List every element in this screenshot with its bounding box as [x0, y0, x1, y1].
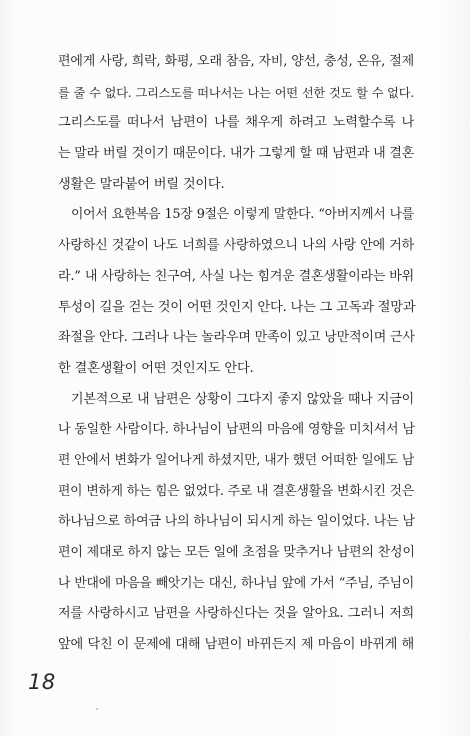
text-line: 편 안에서 변화가 일어나게 하셨지만, 내가 했던 어떠한 일에도 남 [58, 452, 414, 468]
text-line: 이어서 요한복음 15장 9절은 이렇게 말한다. “아버지께서 나를 [71, 207, 414, 223]
text-line: 저를 사랑하시고 남편을 사랑하신다는 것을 알아요. 그러니 저희 [58, 606, 414, 622]
text-line: 는 말라 버릴 것이기 때문이다. 내가 그렇게 할 때 남편과 내 결혼 [58, 146, 415, 162]
paper-speck [96, 708, 98, 710]
text-line: 기본적으로 내 남편은 상황이 그다지 좋지 않았을 때나 지금이 [71, 391, 414, 407]
paragraph [58, 385, 414, 661]
text-line: 를 줄 수 없다. 그리스도를 떠나서는 나는 어떤 선한 것도 할 수 없다. [58, 85, 414, 100]
text-line: 편이 제대로 하지 않는 모든 일에 초점을 맞추거나 남편의 찬성이 [58, 545, 415, 560]
text-line: 앞에 닥친 이 문제에 대해 남편이 바뀌든지 제 마음이 바뀌게 해 [58, 637, 414, 653]
paragraph [58, 47, 414, 200]
text-line: 생활은 말라붙어 버릴 것이다. [58, 176, 225, 192]
text-line: 그리스도를 떠나서 남편이 나를 채우게 하려고 노력할수록 나 [58, 115, 414, 131]
page-number: 18 [28, 670, 56, 694]
text-line: 좌절을 안다. 그러나 나는 놀라우며 만족이 있고 낭만적이며 근사 [58, 330, 415, 346]
paragraph [58, 200, 414, 384]
body-text [58, 47, 414, 661]
text-line: 라.” 내 사랑하는 친구여, 사실 나는 힘겨운 결혼생활이라는 바위 [58, 268, 414, 284]
text-line: 하나님으로 하여금 나의 하나님이 되시게 하는 일이었다. 나는 남 [58, 514, 415, 530]
text-line: 나 반대에 마음을 빼앗기는 대신, 하나님 앞에 가서 “주님, 주님이 [58, 575, 414, 591]
text-line: 편에게 사랑, 희락, 화평, 오래 참음, 자비, 양선, 충성, 온유, 절제 [58, 54, 414, 69]
text-line: 나 동일한 사람이다. 하나님이 남편의 마음에 영향을 미치셔서 남 [58, 422, 415, 438]
text-line: 투성이 길을 걷는 것이 어떤 것인지 안다. 나는 그 고독과 절망과 [58, 299, 416, 315]
text-line: 편이 변하게 하는 힘은 없었다. 주로 내 결혼생활을 변화시킨 것은 [58, 483, 414, 499]
text-line: 사랑하신 것같이 나도 너희를 사랑하였으니 나의 사랑 안에 거하 [58, 238, 414, 254]
text-line: 한 결혼생활이 어떤 것인지도 안다. [58, 360, 254, 376]
